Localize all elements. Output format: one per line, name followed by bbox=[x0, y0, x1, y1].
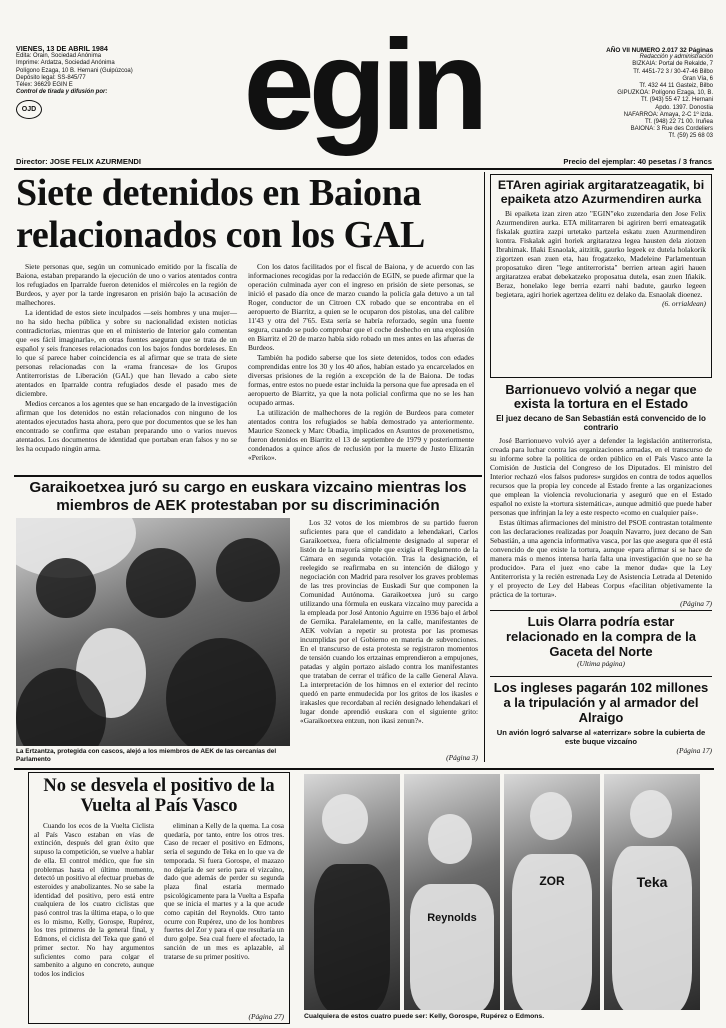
office-line: Apdo. 1397. Donostia bbox=[655, 104, 713, 111]
vuelta-col-2 bbox=[164, 822, 284, 961]
office-line: NAFARROA: Amaya, 2-C 1º izda. bbox=[623, 111, 713, 118]
ingleses-headline: Los ingleses pagarán 102 millones a la tripulación y al armador del Alraigo bbox=[493, 680, 709, 725]
main-col-2 bbox=[248, 262, 474, 462]
publisher-line: Imprime: Ardatza, Sociedad Anónima bbox=[16, 60, 115, 67]
masthead-right bbox=[548, 47, 713, 141]
paragraph: La utilización de malhechores de la región de Burdeos para cometer atentados contra los refugiados se había demostrado ya anteriormente. Maurice Szoneck y Marc Obadia, implicados en Asuntos de proxenetismo, fueron detenidos en Biarritz el 13 de septiembre de 1979 y posteriormente condenados a quince años de reclusión por la muerte de Justo Elizarán «Periko». bbox=[248, 408, 474, 462]
office-line: BIZKAIA: Portal de Rekalde, 7 bbox=[632, 61, 713, 68]
masthead-left bbox=[16, 45, 186, 119]
masthead-rule bbox=[14, 168, 714, 170]
jersey-label: Teka bbox=[636, 874, 668, 890]
office-line: GIPUZKOA: Polígono Ezaga, 10, B. bbox=[617, 90, 713, 97]
paragraph: Siete personas que, según un comunicado emitido por la fiscalía de Baiona, estaban preparando la ejecución de uno o varios atentados contra los refugiados en Iparralde fueron detenidos el miércoles en la región de Burdeos, y ayer por la tarde ingresaron en prisión bajo la acusación de malhechores. bbox=[16, 262, 237, 307]
garaikoetxea-body bbox=[300, 518, 478, 725]
paragraph: Estas últimas afirmaciones del ministro del PSOE contrastan totalmente con las declaraciones realizadas por Joaquín Navarro, juez decano de San Sebastián, a una agencia informativa vasca, por las que asegura que él está convencido de que existe la tortura, aunque «para afirmar si se hace de manera más o menos intensa haría falta una investigación que no se ha producido». Para el juez «no cabe la menor duda» que la Ley Antiterrorista y la recién estrenada Ley de Asistencia Letrada al Detenido y el proyecto de Ley del Habeas Corpus «facilitan objetivamente la práctica de la tortura». bbox=[490, 517, 712, 599]
barrionuevo-headline: Barrionuevo volvió a negar que exista la tortura en el Estado bbox=[505, 382, 697, 411]
rule-garaikoetxea bbox=[14, 475, 482, 477]
eta-body bbox=[496, 209, 706, 299]
office-line: Tf. (59) 25 68 03 bbox=[668, 133, 713, 140]
vuelta-headline: No se desvela el positivo de la Vuelta al País Vasco bbox=[43, 776, 275, 816]
garaikoetxea-headline: Garaikoetxea juró su cargo en euskara vizcaino mientras los miembros de AEK protestaban por su discriminación bbox=[29, 479, 467, 514]
paragraph: También ha podido saberse que los siete detenidos, todos con edades comprendidas entre los 30 y los 40 años, habían estado ya encarcelados en diversas prisiones de la región a excepción de la de Baiona. De todas formas, entre estos no puede estar incluida la persona que fue apresada en el aeropuerto de Biarritz, ya que la nota policial confirma que no se les han ocupado armas. bbox=[248, 353, 474, 407]
cyclist-photo-3 bbox=[504, 774, 600, 1010]
right-column-rule bbox=[484, 172, 485, 762]
ingleses-page-ref: (Página 17) bbox=[676, 746, 712, 755]
eta-page-ref: (6. orrialdean) bbox=[662, 299, 706, 308]
barrionuevo-page-ref: (Página 7) bbox=[680, 598, 712, 608]
office-line: Gran Vía, 6 bbox=[682, 75, 713, 82]
barrionuevo-body bbox=[490, 436, 712, 599]
paragraph: José Barrionuevo volvió ayer a defender la legislación antiterrorista, creada para luchar contra las organizaciones armadas, en el transcurso de su informe sobre la política de orden público en el País Vasco ante la Comisión de Justicia del Congreso de los Diputados. El ministro del Interior rechazó «los falsos pudores» surgidos en contra de todos aquellos recursos que la propia ley concede al Estado frente a las organizaciones que emplean la violencia revolucionaria y aseguró que en el Estado español no existe la «tortura sistemática», aunque admitió que puede haber personas que infrinjan la ley a este respecto «como en cualquier país». bbox=[490, 435, 712, 517]
paragraph: Con los datos facilitados por el fiscal de Baiona, y de acuerdo con las informaciones recogidas por la redacción de EGIN, se puede afirmar que la operación culminada ayer con el ingreso en prisión de siete personas, se inició el pasado día once de marzo cuando la policía gala detuvo a un tal Roger, conductor de un Citroen CX robado que se encontraba en el aeropuerto de Biarritz, a quien se le ocuparon dos pistolas, una del calibre 11'43 y otra del 7'65. Esta sería se habría reforzado, según una fuente segura, cuando se pudo comprobar que el coche deshecho en una explosión en Biarritz el 20 de marzo había sido robado un mes antes en las afueras de Burdeos. bbox=[248, 262, 474, 352]
office-line: BAIONA: 3 Rue des Cordeliers bbox=[630, 126, 713, 133]
olarra-headline: Luis Olarra podría estar relacionado en la compra de la Gaceta del Norte bbox=[505, 614, 696, 659]
ojd-note: Control de tirada y difusión por: bbox=[16, 89, 108, 96]
publisher-line: Edita: Orain, Sociedad Anónima bbox=[16, 53, 102, 60]
vuelta-page-ref: (Página 27) bbox=[248, 1012, 284, 1021]
paragraph: Bi epaiketa izan ziren atzo "EGIN"eko zuzendaria den Jose Felix Azurmendiren aurka. ETA militarraren bi agiriren berri emateagatik fiskalak guztira zazpi urtetako partzela eskatu zuen Azurmendiren kontra. Fiskalak agiri horiek argitaratzea legea hausten dela ziotzen Ibrahimak. Iñaki Esnaolak, aitzitik, gaurko legeek ez dutela holakorik zigortzen esan zuen eta, hau frogatzeko, Madeleine Parlamentuan proposatuko diren "lege antiterrorista" berrien artean agiri hauen argitaratzea erabat debekatzeko proposatua dutela, esan zuen Iñakik. Beraz, honelako lege berria ezarri nahi badute, gaurko legeen begietara, agiri horiek agertzea delitu ez delako da. Esnaolak dioenez. bbox=[496, 209, 706, 299]
eta-box bbox=[490, 174, 712, 378]
office-line: Tf. 432 44 11 Gasteiz, Bilbo bbox=[639, 83, 713, 90]
jersey-label: ZOR bbox=[539, 874, 565, 888]
barrionuevo-story bbox=[490, 383, 712, 608]
cyclist-photo-4 bbox=[604, 774, 700, 1010]
protest-photo bbox=[16, 518, 290, 746]
director-line: Director: JOSE FELIX AZURMENDI bbox=[16, 157, 142, 166]
office-line: Redacción y administración bbox=[639, 54, 713, 61]
paragraph: Los 32 votos de los miembros de su partido fueron suficientes para que el candidato a lehendakari, Carlos Garaikoetxea, fuera oficialmente designado al superar el listón de la mayoría simple que exigía el Reglamento de la Cámara en segunda votación. Tras la designación, el reelegido se reafirmaba en su intención de diálogo y negociación con Madrid para resolver los graves problemas de las tres provincias de Euskadi Sur que componen la Comunidad Autónoma. Garaikoetxea juró su cargo utilizando una fórmula en euskara vizcaíno muy parecida a la empleada por José Antonio Aguirre en 1936 bajo el árbol de Gernika. Paralelamente, en la calle, manifestantes de AEK volvían a repetir su protesta por las promesas incumplidas por el Gobierno en materia de subvenciones. En el transcurso de esta protesta se registraron momentos de tensión cuando los ertzainas emprendieron a empujones, patadas y algún portazo aislado contra los manifestantes que trataban de cerrar el tráfico de la calle General Alava. La interpretación de los himnos en el exterior del recinto quedó en parte enmudecida por los gritos de los ikasles e irakasles que recordaban al recién designado lehendakari el lugar donde aprendió euskara con el siguiente grito: «Garaikoetxea entzun, non ikasi zenun?». bbox=[300, 518, 478, 725]
office-line: Tf. 4451-72 3 / 30-47-46 Bilbo bbox=[633, 68, 713, 75]
publisher-line: Polígono Ezaga, 10 B. Hernani (Guipúzcoa) bbox=[16, 67, 133, 74]
protest-photo-caption: La Ertzantza, protegida con cascos, alejó a los miembros de AEK de las cercanías del Parlamento bbox=[16, 748, 277, 763]
paragraph: eliminan a Kelly de la quema. La cosa quedaría, por tanto, entre los otros tres. Caso de recaer el positivo en Edmons, sería el segundo de Teka en lo que va de temporada. Si fuera Gorospe, el mazazo no dejaría de ser serio para el vizcaíno, dado que además de perder su segunda plaza final estaría mermado psicológicamente para la Vuelta a España que se inicia el martes y a la que acude como capitán del Reynolds. Otro tanto ocurre con Rupérez, uno de los hombres fuertes del Zor y para el que resultaría un duro golpe. Sea cual fuere el afectado, la sanción de un mes es aplazable, al tratarse de su primer positivo. bbox=[164, 822, 284, 961]
barrionuevo-subhead: El juez decano de San Sebastián está convencido de lo contrario bbox=[496, 414, 706, 433]
year-line: AÑO VII NUMERO 2.017 32 Páginas bbox=[606, 47, 713, 54]
garaikoetxea-page-ref: (Página 3) bbox=[446, 753, 478, 762]
ojd-logo: OJD bbox=[16, 100, 42, 119]
cyclist-photo-2 bbox=[404, 774, 500, 1010]
rule-olarra bbox=[490, 610, 712, 611]
issue-date: VIENES, 13 DE ABRIL 1984 bbox=[16, 44, 108, 53]
ingleses-subhead: Un avión logró salvarse al «aterrizar» sobre la cubierta de este buque vizcaíno bbox=[496, 728, 706, 746]
olarra-story bbox=[490, 614, 712, 668]
vuelta-col-1 bbox=[34, 822, 154, 979]
publisher-line: Depósito legal: SS-845/77 bbox=[16, 74, 86, 81]
publisher-line: Télex: 36629 EGIN E bbox=[16, 82, 73, 89]
olarra-page-ref: (Ultima página) bbox=[577, 659, 625, 668]
paragraph: Medios cercanos a los agentes que se han encargado de la investigación afirman que los detenidos no están relacionados con ninguno de los atentados ejecutados hasta ahora, pero que por documentos que se les han encontrado se confirma que estaban preparando uno o varios nuevos atentados. Los documentos de identidad que portaban eran falsos y no se les ha ocupado ningún arma. bbox=[16, 399, 237, 453]
paragraph: Cuando los ecos de la Vuelta Ciclista al País Vasco estaban en vías de extinción, después del gran éxito que supuso la competición, se vuelve a hablar de ella. El control médico, que fue sin problemas hasta el último momento, detectó un positivo al efectuar pruebas de esteroides y anabolizantes. No se sabe la identidad del positivo, pero está entre cualquiera de los cuatro ciclistas que pasó control tras la última etapa, o lo que es lo mismo, Kelly, Gorospe, Rupérez, los tres primeros de la general final, y Edmons, el ciclista del Teka que ganó el primer sector. No hay argumentos suficientes como para colgar el sambenito a alguno en concreto, aunque todos los indicios bbox=[34, 822, 154, 978]
rule-ingleses bbox=[490, 676, 712, 677]
ingleses-story bbox=[490, 680, 712, 755]
rule-vuelta bbox=[14, 768, 714, 770]
paragraph: La identidad de estos siete inculpados —seis hombres y una mujer— no ha sido hecha pública y sobre su nacionalidad existen noticias contradictorias, mientras que en el ministerio de Interior galo comentan que «es fácil imaginarla», en otras fuentes aseguran que se trata de un español y seis franceses relacionados con los bajos fondos bordeleses. En lo que sí parece haber coincidencia es al afirmar que se trata de siete personas relacionadas con la «rama francesa» de los Grupos Antiterroristas de Liberación (GAL) que han llevado a cabo siete atentados en Iparralde contra refugiados desde el pasado mes de diciembre. bbox=[16, 308, 237, 398]
jersey-label: Reynolds bbox=[427, 912, 477, 924]
cyclists-caption: Cualquiera de estos cuatro puede ser: Kelly, Gorospe, Rupérez o Edmons. bbox=[304, 1013, 545, 1020]
cyclist-photo-1 bbox=[304, 774, 400, 1010]
office-line: Tf. (943) 55 47 12. Hernani bbox=[640, 97, 713, 104]
egin-logo: egin bbox=[243, 14, 483, 157]
price-line: Precio del ejemplar: 40 pesetas / 3 francs bbox=[563, 157, 712, 166]
main-col-1 bbox=[16, 262, 237, 453]
eta-headline: ETAren agiriak argitaratzeagatik, bi epaiketa atzo Azurmendiren aurka bbox=[497, 178, 705, 206]
office-line: Tf. (948) 22 71 00. Iruñea bbox=[644, 119, 713, 126]
main-headline: Siete detenidos en Baiona relacionados con los GAL bbox=[16, 172, 426, 256]
